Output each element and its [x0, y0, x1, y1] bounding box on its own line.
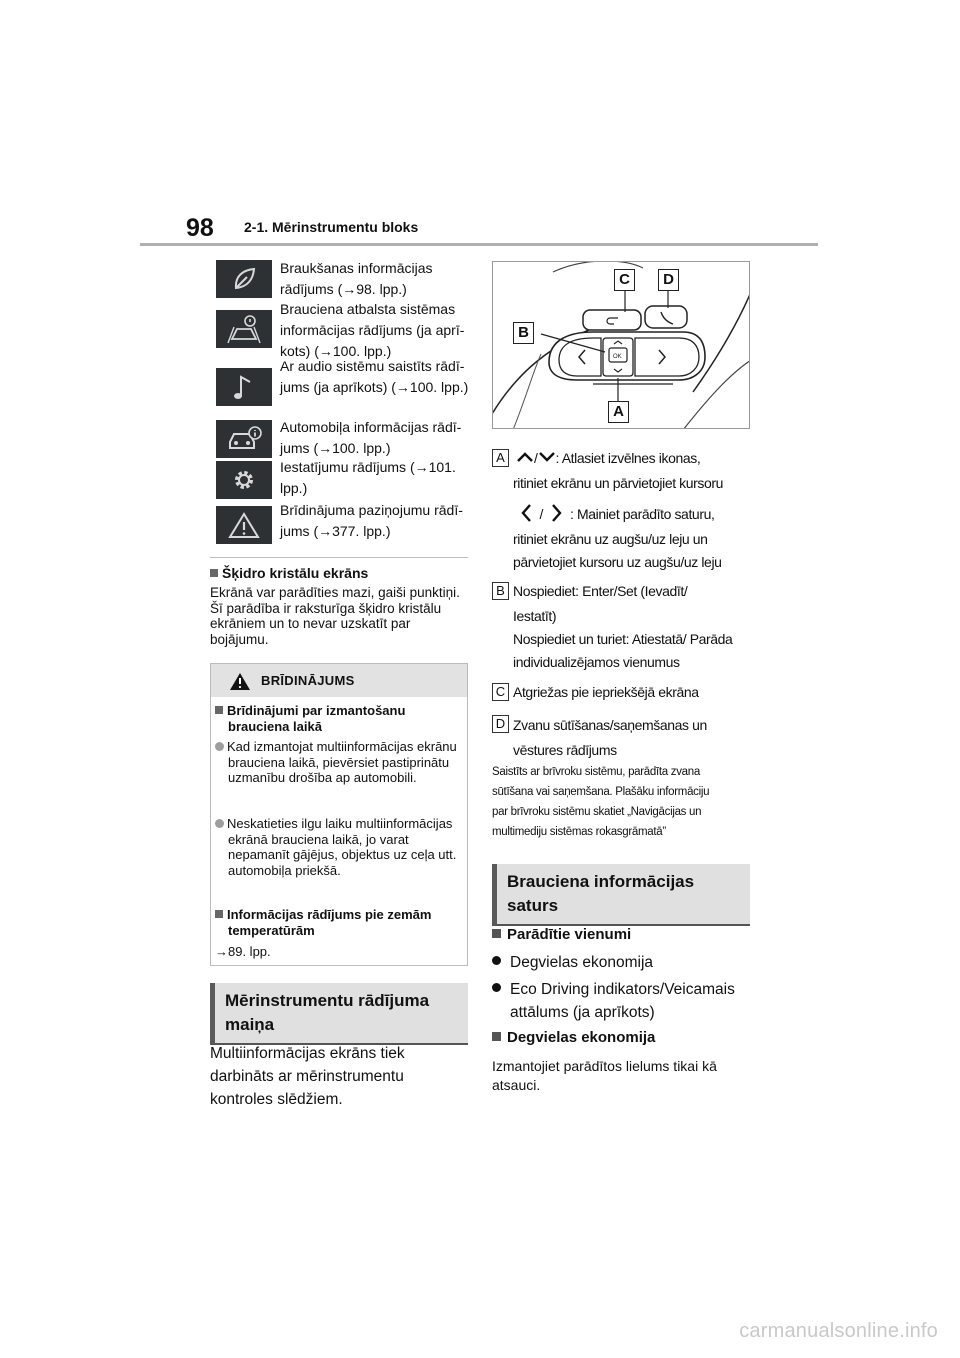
chevron-up-icon: [516, 451, 534, 463]
handsfree-note-4: multimediju sistēmas rokasgrāmatā”: [492, 826, 666, 838]
control-d-line2: vēstures rādījums: [513, 742, 617, 758]
svg-text:OK: OK: [613, 354, 622, 360]
fuel-economy-body: Izmantojiet parādītos lielums tikai kā atsauci.: [492, 1058, 717, 1093]
control-b-line3: Nospiediet un turiet: Atiestatā/ Parāda: [513, 631, 733, 647]
label-b: B: [492, 582, 509, 600]
icon-row-settings: [216, 456, 472, 502]
divider: [210, 557, 468, 558]
square-bullet-icon: [492, 929, 501, 938]
label-a: A: [492, 449, 509, 467]
bullet-icon: [492, 956, 501, 965]
warning-subheading-2: [215, 907, 465, 938]
warning-subheading-1: [215, 703, 465, 734]
chevron-down-icon: [538, 451, 556, 463]
trip-info-heading: Brauciena informācijas saturs: [492, 864, 750, 926]
warning-bullet-2: [215, 816, 465, 878]
control-b-line2: Iestatīt): [513, 608, 557, 624]
fuel-economy-heading: [492, 1029, 655, 1046]
shown-items-heading: [492, 926, 631, 943]
icon-row-text: Automobiļa informācijas rādī-jums (→100. lpp.): [280, 419, 462, 456]
control-a-line2: ritiniet ekrānu un pārvietojiet kursoru: [513, 475, 724, 491]
control-lr-line1: [520, 502, 714, 526]
square-bullet-icon: [215, 910, 223, 918]
warning-title: BRĪDINĀJUMS: [261, 673, 355, 688]
square-bullet-icon: [215, 706, 223, 714]
music-note-icon: [216, 368, 272, 406]
car-info-icon: [216, 420, 272, 458]
leaf-icon: [216, 260, 272, 298]
item-fuel-economy-text: Degvielas ekonomija: [510, 954, 654, 971]
warning-subheading-2-text: Informācijas rādījums pie zemām temperatūrām: [227, 907, 432, 938]
item-eco-driving-text: Eco Driving indikators/Veicamais attālums (ja aprīkots): [510, 981, 735, 1021]
separator: /: [534, 450, 538, 466]
steering-switch-illustration: [492, 261, 750, 429]
control-d-line1: Zvanu sūtīšanas/saņemšanas un: [513, 717, 707, 733]
bullet-icon: [215, 742, 224, 751]
shown-items-text: Parādītie vienumi: [507, 926, 632, 943]
control-b-line4: individualizējamos vienumus: [513, 654, 680, 670]
handsfree-note-3: par brīvroku sistēmu skatiet „Navigācijas un: [492, 806, 702, 818]
square-bullet-icon: [492, 1032, 501, 1041]
icon-row-text: Braukšanas informācijas rādījums (→98. lpp.): [280, 260, 433, 297]
illustration-label-b: B: [513, 322, 534, 344]
driving-assist-icon: [216, 310, 272, 348]
icon-row-vehicle-info: [216, 415, 472, 461]
warning-page-reference: →89. lpp.: [215, 944, 271, 959]
header-rule: [140, 243, 818, 246]
lcd-heading: [210, 565, 368, 581]
control-lr-text: : Mainiet parādīto saturu,: [570, 506, 715, 522]
control-lr-line2: ritiniet ekrānu uz augšu/uz leju un: [513, 531, 708, 547]
chevron-right-icon: [551, 503, 563, 523]
gear-icon: [216, 461, 272, 499]
control-c-text: Atgriežas pie iepriekšējā ekrāna: [513, 684, 699, 700]
item-fuel-economy: [492, 951, 750, 974]
icon-row-text: Brīdinājuma paziņojumu rādī-jums (→377. lpp.): [280, 502, 463, 539]
illustration-label-a: A: [608, 401, 629, 423]
watermark: carmanualsonline.info: [739, 1320, 938, 1342]
label-c: C: [492, 683, 509, 701]
warning-box: [210, 663, 468, 966]
lcd-body: Ekrānā var parādīties mazi, gaiši punktiņi. Šī parādība ir raksturīga šķidro kristālu ekrāniem un to nevar uzskatīt par bojājumu.: [210, 585, 460, 647]
control-a-line1: [516, 446, 700, 470]
bullet-icon: [492, 983, 501, 992]
gauge-change-body: Multiinformācijas ekrāns tiek darbināts ar mērinstrumentu kontroles slēdžiem.: [210, 1045, 405, 1108]
label-d: D: [492, 715, 509, 733]
icon-row-text: Ar audio sistēmu saistīts rādī-jums (ja aprīkots) (→100. lpp.): [280, 358, 469, 395]
warning-bullet-1-text: Kad izmantojat multiinformācijas ekrānu brauciena laikā, pievērsiet pastiprinātu uzmanību drošība ap automobili.: [227, 739, 457, 785]
handsfree-note-2: sūtīšana vai saņemšana. Plašāku informāciju: [492, 786, 710, 798]
icon-row-driving-assist: [216, 297, 472, 357]
item-eco-driving: [492, 978, 750, 1024]
warning-bullet-1: [215, 739, 465, 786]
gauge-change-heading: Mērinstrumentu rādījuma maiņa: [210, 983, 468, 1045]
section-title: 2-1. Mērinstrumentu bloks: [244, 219, 419, 235]
warning-subheading-1-text: Brīdinājumi par izmantošanu brauciena laikā: [227, 703, 406, 734]
control-lr-line3: pārvietojiet kursoru uz augšu/uz leju: [513, 554, 722, 570]
warning-triangle-icon: [216, 506, 272, 544]
warning-header: [211, 664, 467, 697]
square-bullet-icon: [210, 569, 218, 577]
illustration-label-d: D: [658, 269, 679, 291]
control-b-line1: Nospiediet: Enter/Set (Ievadīt/: [513, 583, 688, 599]
warning-bullet-2-text: Neskatieties ilgu laiku multiinformācijas ekrānā brauciena laikā, jo varat nepamanīt gājējus, objektus uz ceļa utt. automobiļa priekšā.: [227, 816, 457, 878]
icon-row-text: Iestatījumu rādījums (→101. lpp.): [280, 459, 456, 496]
chevron-left-icon: [520, 503, 532, 523]
separator: /: [539, 506, 543, 522]
icon-row-audio: [216, 354, 472, 418]
bullet-icon: [215, 819, 224, 828]
illustration-label-c: C: [614, 269, 635, 291]
icon-row-driving-info: [216, 255, 472, 303]
control-a-text: : Atlasiet izvēlnes ikonas,: [555, 450, 701, 466]
icon-row-text: Brauciena atbalsta sistēmas informācijas rādījums (ja aprī-kots) (→100. lpp.): [280, 301, 465, 359]
icon-row-warning-messages: [216, 498, 472, 546]
fuel-economy-heading-text: Degvielas ekonomija: [507, 1029, 656, 1046]
handsfree-note-1: Saistīts ar brīvroku sistēmu, parādīta zvana: [492, 766, 700, 778]
lcd-heading-text: Šķidro kristālu ekrāns: [222, 565, 369, 581]
page-number: 98: [186, 214, 214, 242]
warning-triangle-icon: [229, 672, 251, 691]
